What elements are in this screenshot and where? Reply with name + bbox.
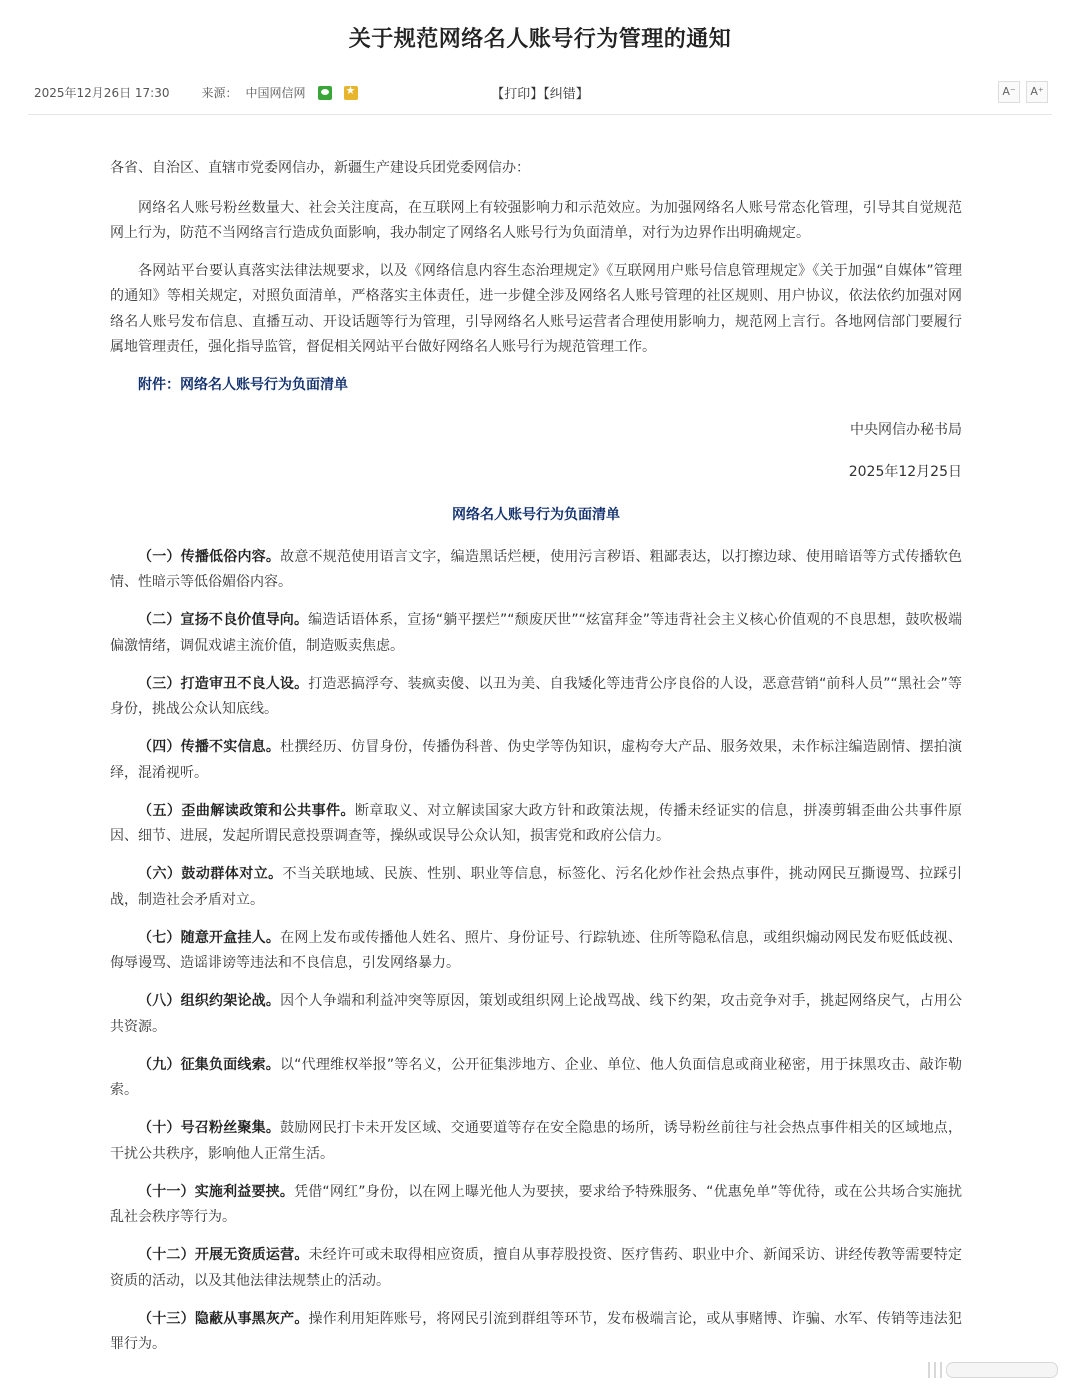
item-text: 断章取义、对立解读国家大政方针和政策法规，传播未经证实的信息，拼凑剪辑歪曲公共事件原因、细节、进展，发起所谓民意投票调查等，操纵或误导公众认知，损害党和政府公信力。 <box>110 802 963 844</box>
horizontal-scrollbar[interactable] <box>928 1356 1058 1384</box>
item-text: 杜撰经历、仿冒身份，传播伪科普、伪史学等伪知识，虚构夸大产品、服务效果，未作标注编造剧情、摆拍演绎，混淆视听。 <box>110 739 963 781</box>
scroll-track[interactable] <box>946 1362 1058 1378</box>
paragraph: 网络名人账号粉丝数量大、社会关注度高，在互联网上有较强影响力和示范效应。为加强网络名人账号常态化管理，引导其自觉规范网上行为，防范不当网络言行造成负面影响，我办制定了网络名人账号行为负面清单，对行为边界作出明确规定。 <box>110 199 962 241</box>
item-text: 编造话语体系，宣扬“躺平摆烂”“颓废厌世”“炫富拜金”等违背社会主义核心价值观的不良思想，鼓吹极端偏激情绪，调侃戏谑主流价值，制造贩卖焦虑。 <box>110 612 963 654</box>
article-meta-bar <box>28 72 1052 115</box>
item-text: 因个人争端和利益冲突等原因，策划或组织网上论战骂战、线下约架，攻击竞争对手，挑起网络戾气，占用公共资源。 <box>110 993 963 1035</box>
item-head: （四）传播不实信息。 <box>138 739 281 755</box>
item-text: 未经许可或未取得相应资质，擅自从事荐股投资、医疗售药、职业中介、新闻采访、讲经传教等需要特定资质的活动，以及其他法律法规禁止的活动。 <box>110 1247 963 1289</box>
salutation: 各省、自治区、直辖市党委网信办，新疆生产建设兵团党委网信办： <box>110 160 530 176</box>
print-link[interactable]: 【打印】 <box>491 87 544 102</box>
item-head: （五）歪曲解读政策和公共事件。 <box>138 802 355 819</box>
list-item <box>110 926 962 977</box>
item-head: （十三）隐蔽从事黑灰产。 <box>138 1310 309 1327</box>
list-item <box>110 672 962 723</box>
paragraph: 各网站平台要认真落实法律法规要求，以及《网络信息内容生态治理规定》《互联网用户账号信息管理规定》《关于加强“自媒体”管理的通知》等相关规定，对照负面清单，严格落实主体责任，进一步健全涉及网络名人账号管理的社区规则、用户协议，依法依约加强对网络名人账号发布信息、直播互动、开设话题等行为管理，引导网络名人账号运营者合理使用影响力，规范网上言行。各地网信部门要履行属地管理责任，强化指导监管，督促相关网站平台做好网络名人账号行为规范管理工作。 <box>110 262 962 355</box>
item-head: （十一）实施利益要挟。 <box>138 1183 295 1200</box>
source-label: 来源： <box>201 86 238 100</box>
item-head: （二）宣扬不良价值导向。 <box>138 612 309 628</box>
item-head: （十二）开展无资质运营。 <box>138 1247 309 1263</box>
item-head: （七）随意开盒挂人。 <box>138 929 281 946</box>
publish-date: 2025年12月26日 17:30 <box>34 86 170 100</box>
item-text: 打造恶搞浮夸、装疯卖傻、以丑为美、自我矮化等违背公序良俗的人设，恶意营销“前科人员”“黑社会”等身份，挑战公众认知底线。 <box>110 675 963 717</box>
article-title: 关于规范网络名人账号行为管理的通知 <box>348 27 732 52</box>
item-text: 故意不规范使用语言文字，编造黑话烂梗，使用污言秽语、粗鄙表达，以打擦边球、使用暗语等方式传播软色情、性暗示等低俗媚俗内容。 <box>110 548 963 590</box>
correct-link[interactable]: 【纠错】 <box>543 87 589 102</box>
item-head: （九）征集负面线索。 <box>138 1056 280 1073</box>
item-text: 凭借“网红”身份，以在网上曝光他人为要挟，要求给予特殊服务、“优惠免单”等优待，或在公共场合实施扰乱社会秩序等行为。 <box>110 1183 963 1225</box>
list-item <box>110 1243 962 1294</box>
list-item <box>110 989 962 1040</box>
item-text: 操作利用矩阵账号，将网民引流到群组等环节，发布极端言论，或从事赌博、诈骗、水军、传销等违法犯罪行为。 <box>110 1310 963 1352</box>
signature-org: 中央网信办秘书局 <box>850 422 962 438</box>
list-item <box>110 799 962 850</box>
item-text: 以“代理维权举报”等名义，公开征集涉地方、企业、单位、他人负面信息或商业秘密，用于抹黑攻击、敲诈勒索。 <box>110 1056 962 1098</box>
font-size-controls <box>992 81 1048 103</box>
item-head: （八）组织约架论战。 <box>138 993 281 1009</box>
source-name: 中国网信网 <box>245 86 306 100</box>
attachment-link[interactable]: 附件：网络名人账号行为负面清单 <box>138 376 348 393</box>
item-head: （六）鼓动群体对立。 <box>138 866 283 882</box>
list-item <box>110 862 962 913</box>
list-title: 网络名人账号行为负面清单 <box>452 507 620 523</box>
item-head: （一）传播低俗内容。 <box>138 548 281 565</box>
font-decrease-button[interactable]: A⁻ <box>998 81 1020 103</box>
article-content <box>110 156 962 1370</box>
list-item <box>110 735 962 786</box>
list-item <box>110 1053 962 1104</box>
meta-actions <box>28 83 1052 102</box>
font-increase-button[interactable]: A⁺ <box>1026 81 1048 103</box>
item-text: 不当关联地域、民族、性别、职业等信息，标签化、污名化炒作社会热点事件，挑动网民互撕谩骂、拉踩引战，制造社会矛盾对立。 <box>110 866 963 908</box>
list-item <box>110 1180 962 1231</box>
item-head: （三）打造审丑不良人设。 <box>138 675 309 692</box>
signature-date: 2025年12月25日 <box>848 463 962 480</box>
list-item <box>110 545 962 596</box>
item-text: 在网上发布或传播他人姓名、照片、身份证号、行踪轨迹、住所等隐私信息，或组织煽动网民发布贬低歧视、侮辱谩骂、造谣诽谤等违法和不良信息，引发网络暴力。 <box>110 929 963 971</box>
item-head: （十）号召粉丝聚集。 <box>138 1120 281 1136</box>
list-item <box>110 1116 962 1167</box>
list-item <box>110 608 962 659</box>
list-item <box>110 1307 962 1358</box>
item-text: 鼓励网民打卡未开发区域、交通要道等存在安全隐患的场所，诱导粉丝前往与社会热点事件相关的区域地点，干扰公共秩序，影响他人正常生活。 <box>110 1120 963 1162</box>
